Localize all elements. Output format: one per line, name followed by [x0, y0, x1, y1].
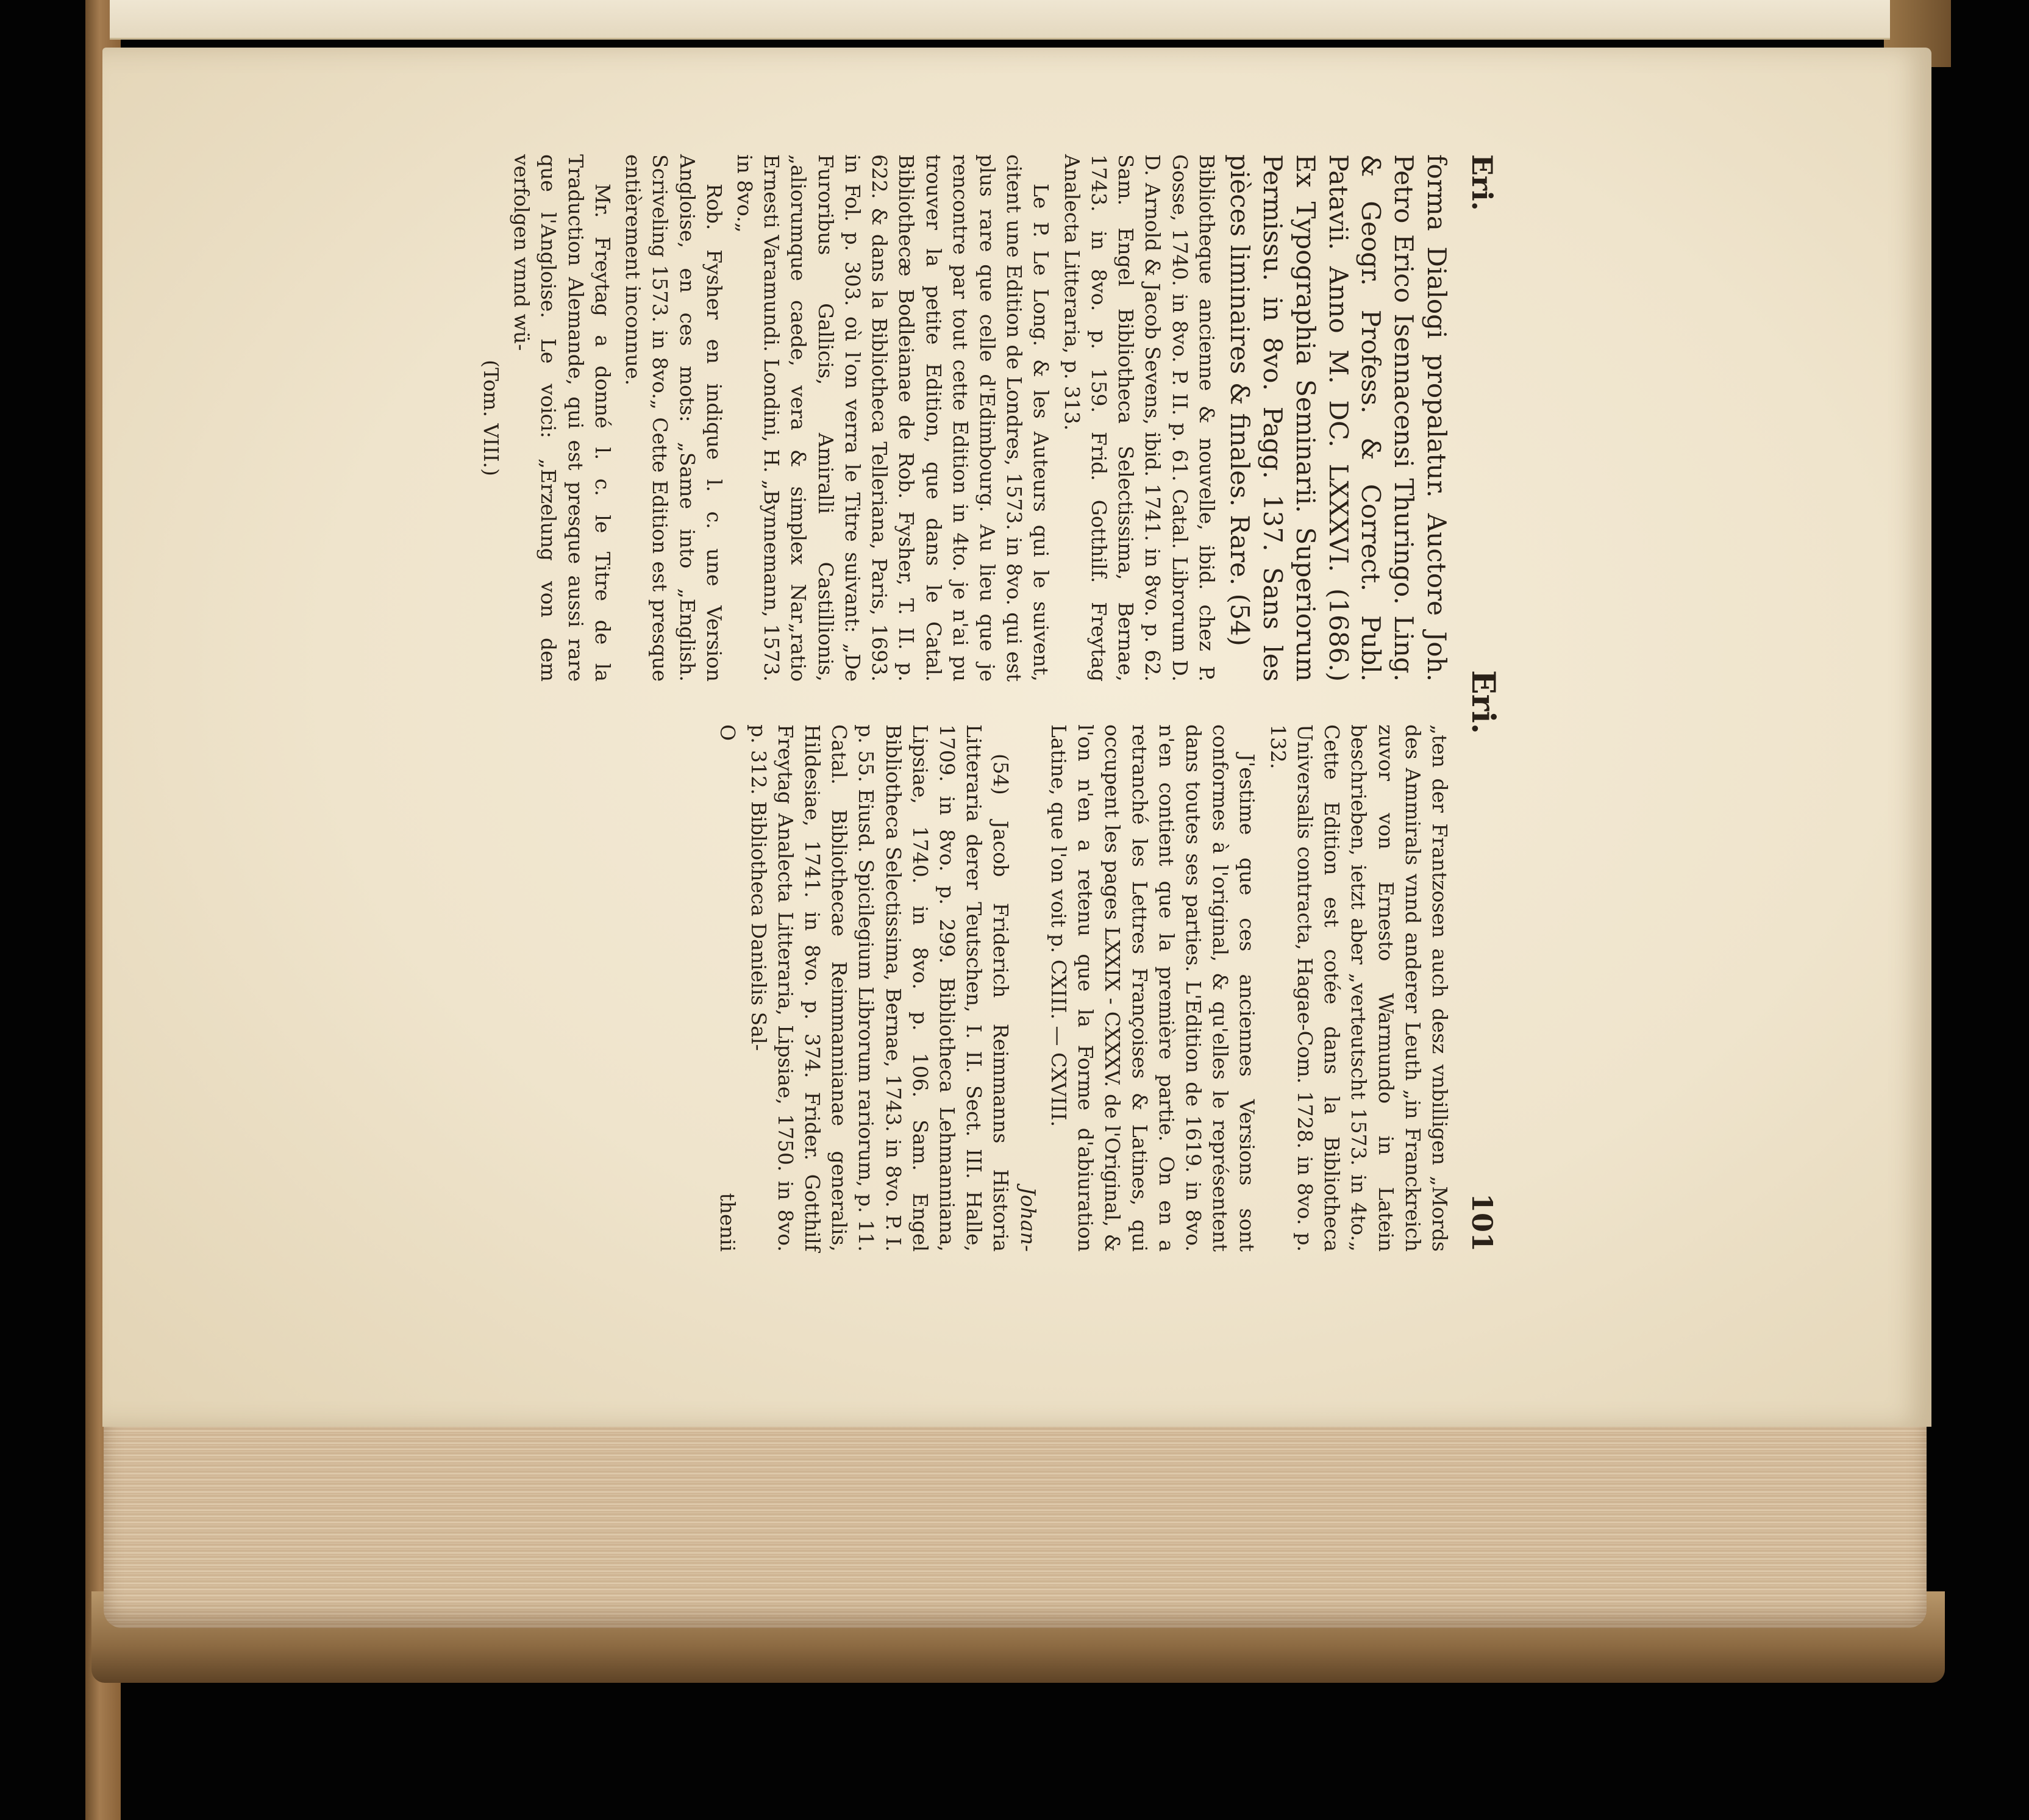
rotated-text-block [112, 154, 1502, 1252]
running-head-center: Eri. [1464, 669, 1502, 734]
entry-lead: forma Dialogi propalatur. Auctore Joh. Petro Erico Isennacensi Thuringo. Ling. & Geogr. Profess. & Correct. Publ. Patavii. Anno M. DC. LXXXVI. (1686.) Ex Typographia Seminarii. Superiorum Permissu. in 8vo. Pagg. 137. Sans les pièces liminaires & finales. Rare. (54) [1225, 154, 1452, 682]
running-head [1453, 154, 1502, 1252]
paragraph: Rob. Fysher en indique l. c. une Version Angloise, en ces mots: „Same into „English. Scriveling 1573. in 8vo.„ Cette Edition est presque entièrement inconnue. [621, 154, 726, 682]
catchword-bottom: thenii [716, 1193, 740, 1252]
book-page [102, 48, 1931, 1427]
paragraph: Bibliotheque ancienne & nouvelle, ibid. chez P. Gosse, 1740. in 8vo. P. II. p. 61. Catal. Librorum D. D. Arnold & Jacob Sevens, ibid. 1741. in 8vo. p. 62. Sam. Engel Bibliotheca Selectissima, Bernae, 1743. in 8vo. p. 159. Frid. Gotthilf. Freytag Analecta Litteraria, p. 313. [1060, 154, 1219, 682]
paragraph: Mr. Freytag a donné l. c. le Titre de la Traduction Alemande, qui est presque aussi rare que l'Angloise. Le voici: „Erzelung von dem verfolgen vnnd wü- [510, 154, 615, 682]
previous-page-edge [110, 0, 1890, 40]
volume-footer: (Tom. VIII.) [479, 360, 504, 476]
paragraph: Le P. Le Long. & les Auteurs qui le suivent, citent une Edition de Londres, 1573. in 8vo. qui est plus rare que celle d'Edimbourg. Au lieu que je rencontre par tout cette Edition in 4to. je n'ai pu trouver la petite Edition, que dans le Catal. Bibliothecæ Bodleianae de Rob. Fysher, T. II. p. 622. & dans la Bibliotheca Telleriana, Paris, 1693. in Fol. p. 303. où l'on verra le Titre suivant: „De Furoribus Gallicis, Amiralli Castillionis, „aliorumque caede, vera & simplex Nar„ratio Ernesti Varamundi. Londini, H. „Bynnemann, 1573. in 8vo.„ [733, 154, 1054, 682]
page-number: 101 [1466, 1193, 1499, 1252]
paragraph: „ten der Frantzosen auch desz vnbilligen „Mords des Ammirals vnnd anderer Leuth „in Franckreich zuvor von Ernesto Warmundo in Latein beschrieben, ietzt aber „verteutscht 1573. in 4to.„ Cette Edition est cotée dans la Bibliotheca Universalis contracta, Hagae-Com. 1728. in 8vo. p. 132. [1266, 724, 1452, 1252]
running-head-left: Eri. [1466, 154, 1499, 211]
left-column [477, 154, 1453, 682]
footnote: (54) Jacob Friderich Reimmanns Historia Litteraria derer Teutschen, I. II. Sect. III. Halle, 1709. in 8vo. p. 299. Bibliotheca Lehmanniana, Lipsiae, 1740. in 8vo. p. 106. Sam. Engel Bibliotheca Selectissima, Bernae, 1743. in 8vo. P. I. p. 55. Eiusd. Spicilegium Librorum rariorum, p. 11. Catal. Bibliothecae Reimmannianae generalis, Hildesiae, 1741. in 8vo. p. 374. Frider. Gotthilf Freytag Analecta Litteraria, Lipsiae, 1750. in 8vo. p. 312. Bibliotheca Danielis Sal- [746, 724, 1013, 1252]
page-fore-edge [104, 1421, 1927, 1628]
catchword-top: Johan- [1016, 1187, 1040, 1252]
text-columns [477, 154, 1453, 1252]
signature-mark: O [716, 724, 740, 741]
page-foot [714, 724, 741, 1252]
paragraph: J'estime que ces anciennes Versions sont conformes à l'original, & qu'elles le représentent dans toutes ses parties. L'Edition de 1619. in 8vo. n'en contient que la première partie. On en a retranché les Lettres Françoises & Latines, qui occupent les pages LXXIX - CXXXV. de l'Original, & l'on n'en a retenu que la Forme d'abiuration Latine, que l'on voit p. CXIII. — CXVIII. [1046, 724, 1260, 1252]
right-column [477, 724, 1453, 1252]
